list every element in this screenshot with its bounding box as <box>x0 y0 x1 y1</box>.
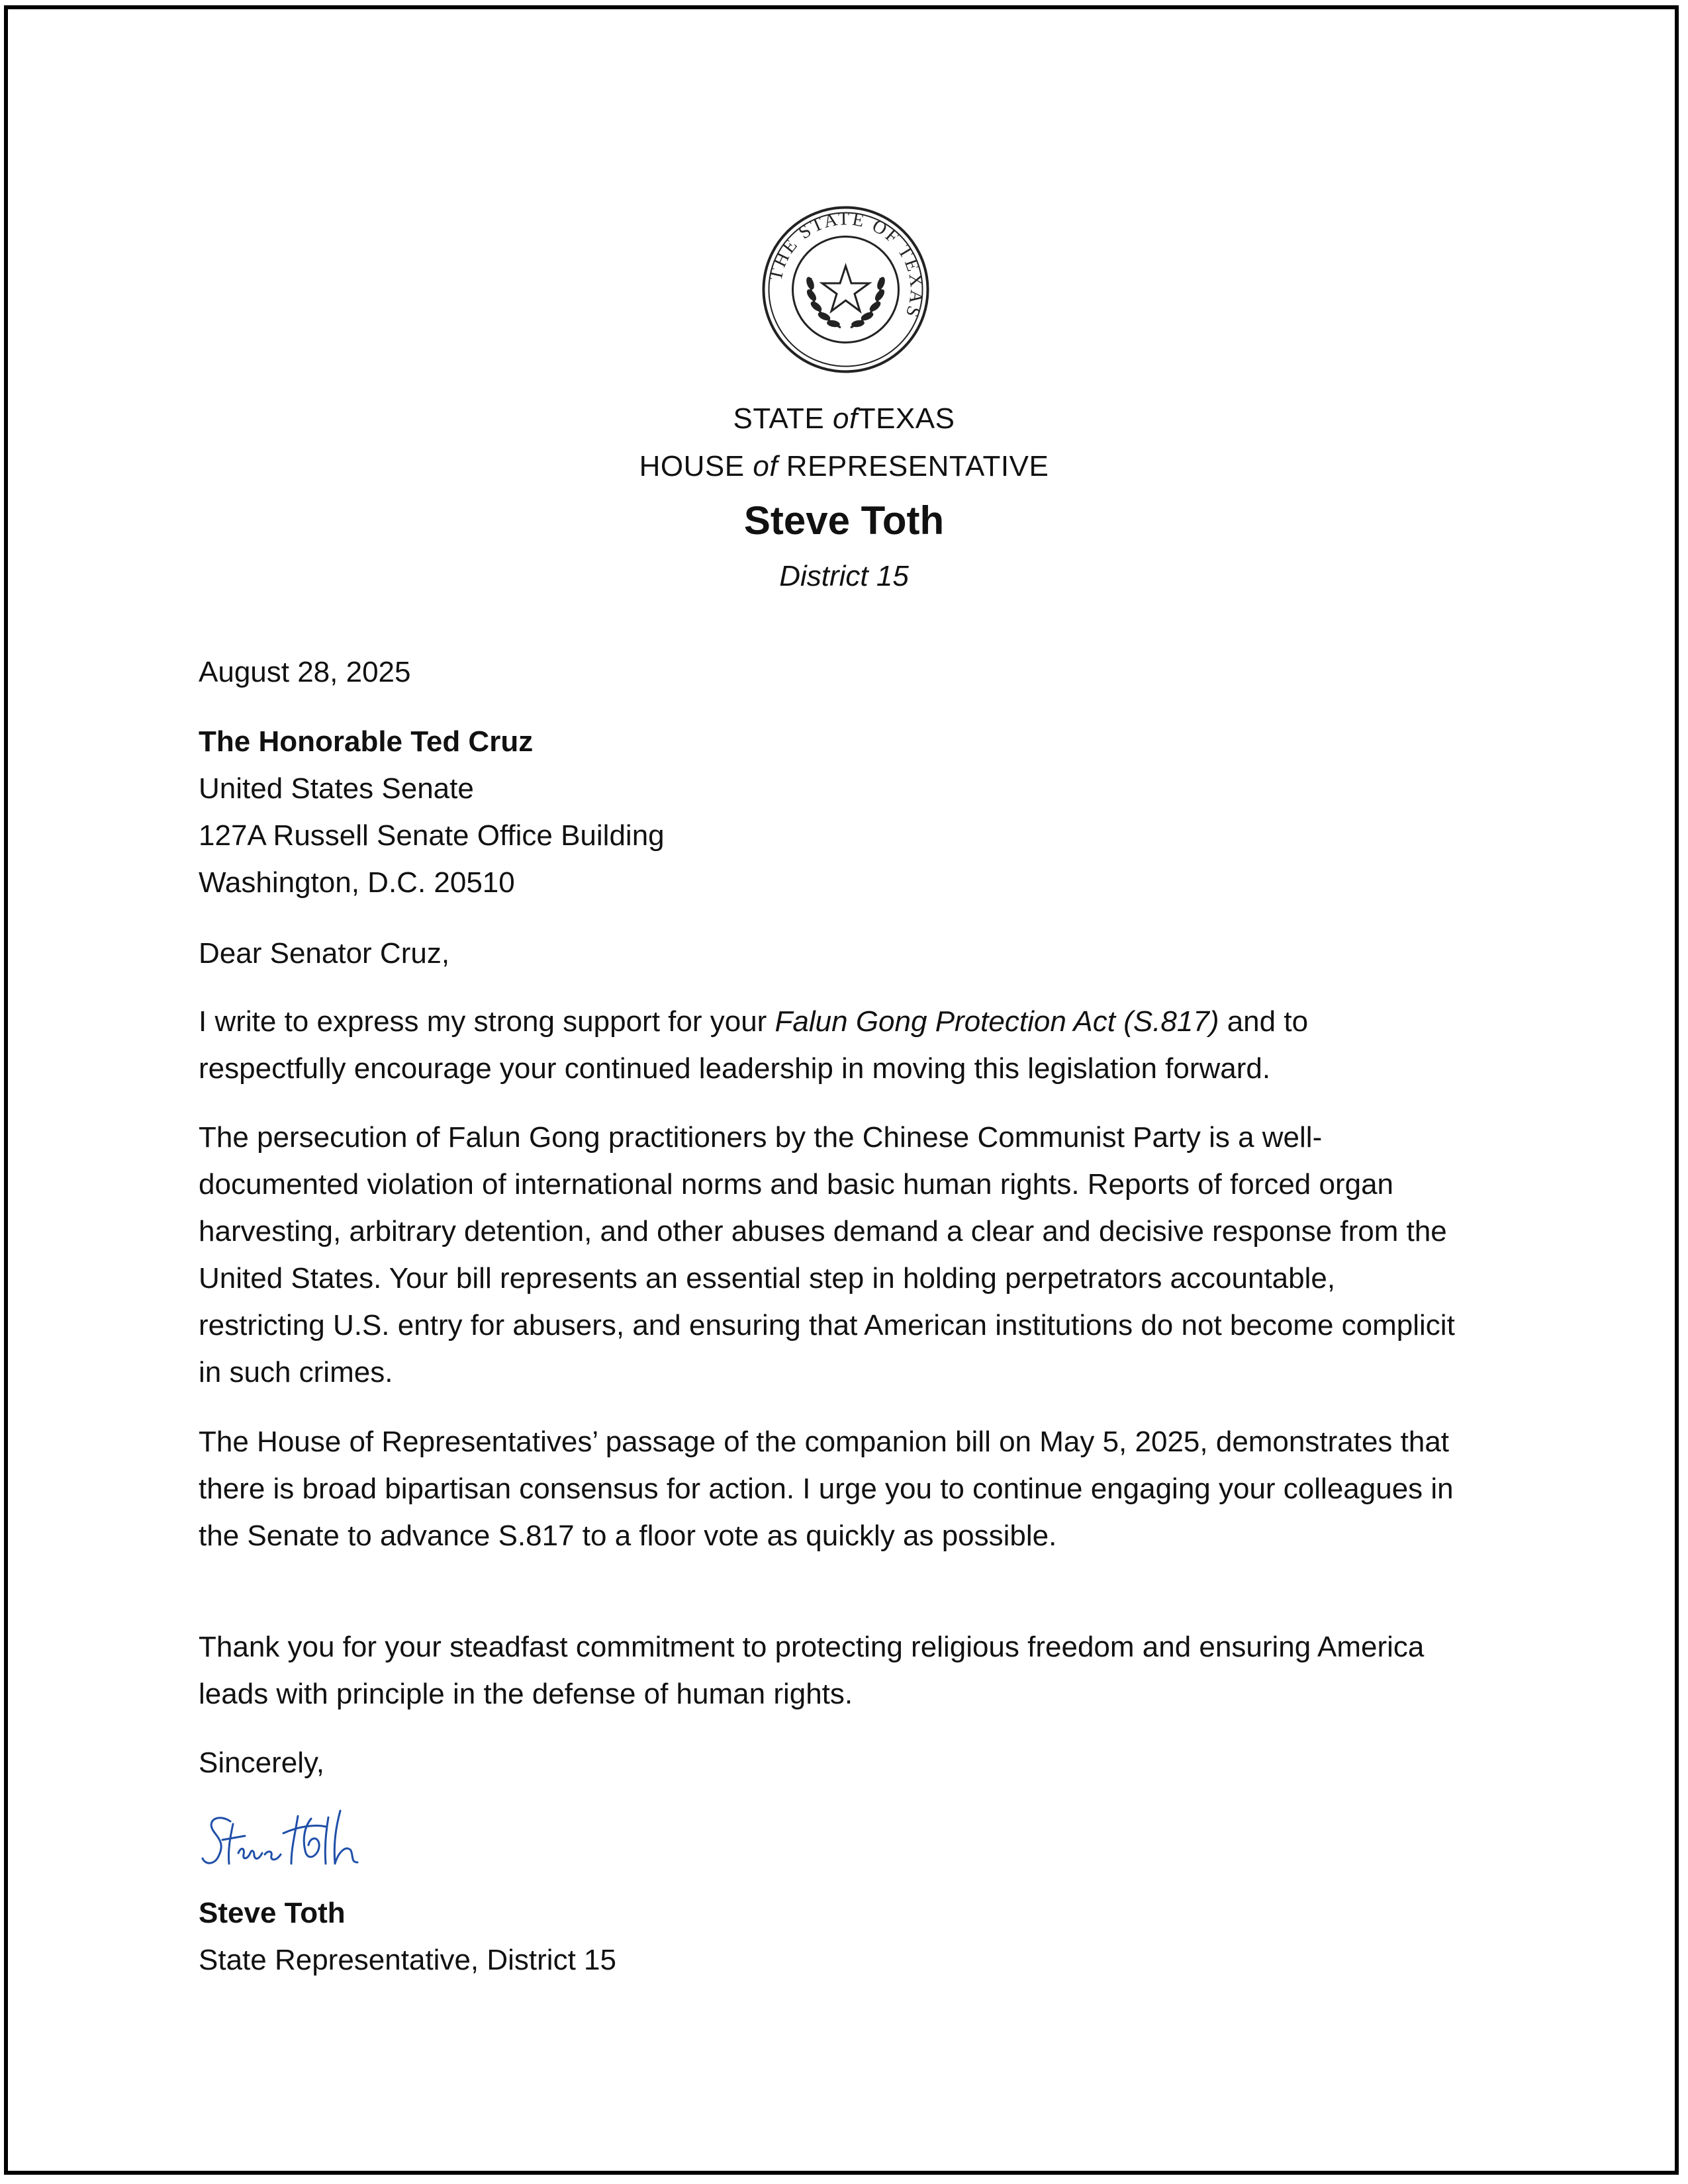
bill-title: Falun Gong Protection Act (S.817) <box>774 1005 1219 1038</box>
letterhead-state-of: of <box>833 402 858 435</box>
p3-text: The House of Representatives’ passage of the companion bill on May 5, 2025, demonstrates that there is broad bipartisan consensus for action. I urge you to continue engaging your colleagues in the Senate to advance S.817 to a floor vote as quickly as possible. <box>199 1426 1454 1552</box>
closing: Sincerely, <box>199 1747 324 1779</box>
texas-seal-icon <box>761 205 930 374</box>
signer-name: Steve Toth <box>199 1897 346 1929</box>
letterhead-state <box>0 402 1688 435</box>
body-paragraph-4 <box>199 1623 1456 1717</box>
p1-text-end: and to respectfully encourage your continued leadership in moving this legislation forward. <box>199 1005 1309 1085</box>
body-paragraph-1 <box>199 998 1456 1092</box>
letterhead-house-name: REPRESENTATIVE <box>786 450 1049 482</box>
body-paragraph-3 <box>199 1418 1456 1559</box>
recipient-line-1: United States Senate <box>199 772 474 805</box>
recipient-line-3: Washington, D.C. 20510 <box>199 866 515 899</box>
handwritten-signature <box>199 1807 384 1886</box>
p1-text-start: I write to express my strong support for your <box>199 1005 775 1038</box>
recipient-line-2: 127A Russell Senate Office Building <box>199 819 665 852</box>
signature-block <box>199 1889 1456 1983</box>
letterhead-house <box>0 450 1688 483</box>
letterhead-house-of: of <box>753 450 778 482</box>
salutation: Dear Senator Cruz, <box>199 937 450 970</box>
letterhead-house-word: HOUSE <box>639 450 745 482</box>
letterhead-district: District 15 <box>779 560 909 592</box>
p4-text: Thank you for your steadfast commitment to protecting religious freedom and ensuring America leads with principle in the defense of human rights. <box>199 1631 1425 1710</box>
recipient-address <box>199 718 1456 906</box>
recipient-name: The Honorable Ted Cruz <box>199 725 534 758</box>
svg-text:THE STATE OF TEXAS: THE STATE OF TEXAS <box>765 208 927 322</box>
p2-text: The persecution of Falun Gong practitioners by the Chinese Communist Party is a well-documented violation of international norms and basic human rights. Reports of forced organ harvesting, arbitrary detention, and other abuses demand a clear and decisive response from the United States. Your bill represents an essential step in holding perpetrators accountable, restricting U.S. entry for abusers, and ensuring that American institutions do not become complicit in such crimes. <box>199 1121 1455 1388</box>
letterhead-representative-name: Steve Toth <box>743 498 945 543</box>
signer-title: State Representative, District 15 <box>199 1944 616 1976</box>
letterhead-state-word: STATE <box>733 402 825 435</box>
body-paragraph-2 <box>199 1114 1456 1396</box>
letter-date: August 28, 2025 <box>199 656 411 688</box>
letterhead-state-name: TEXAS <box>857 402 955 435</box>
